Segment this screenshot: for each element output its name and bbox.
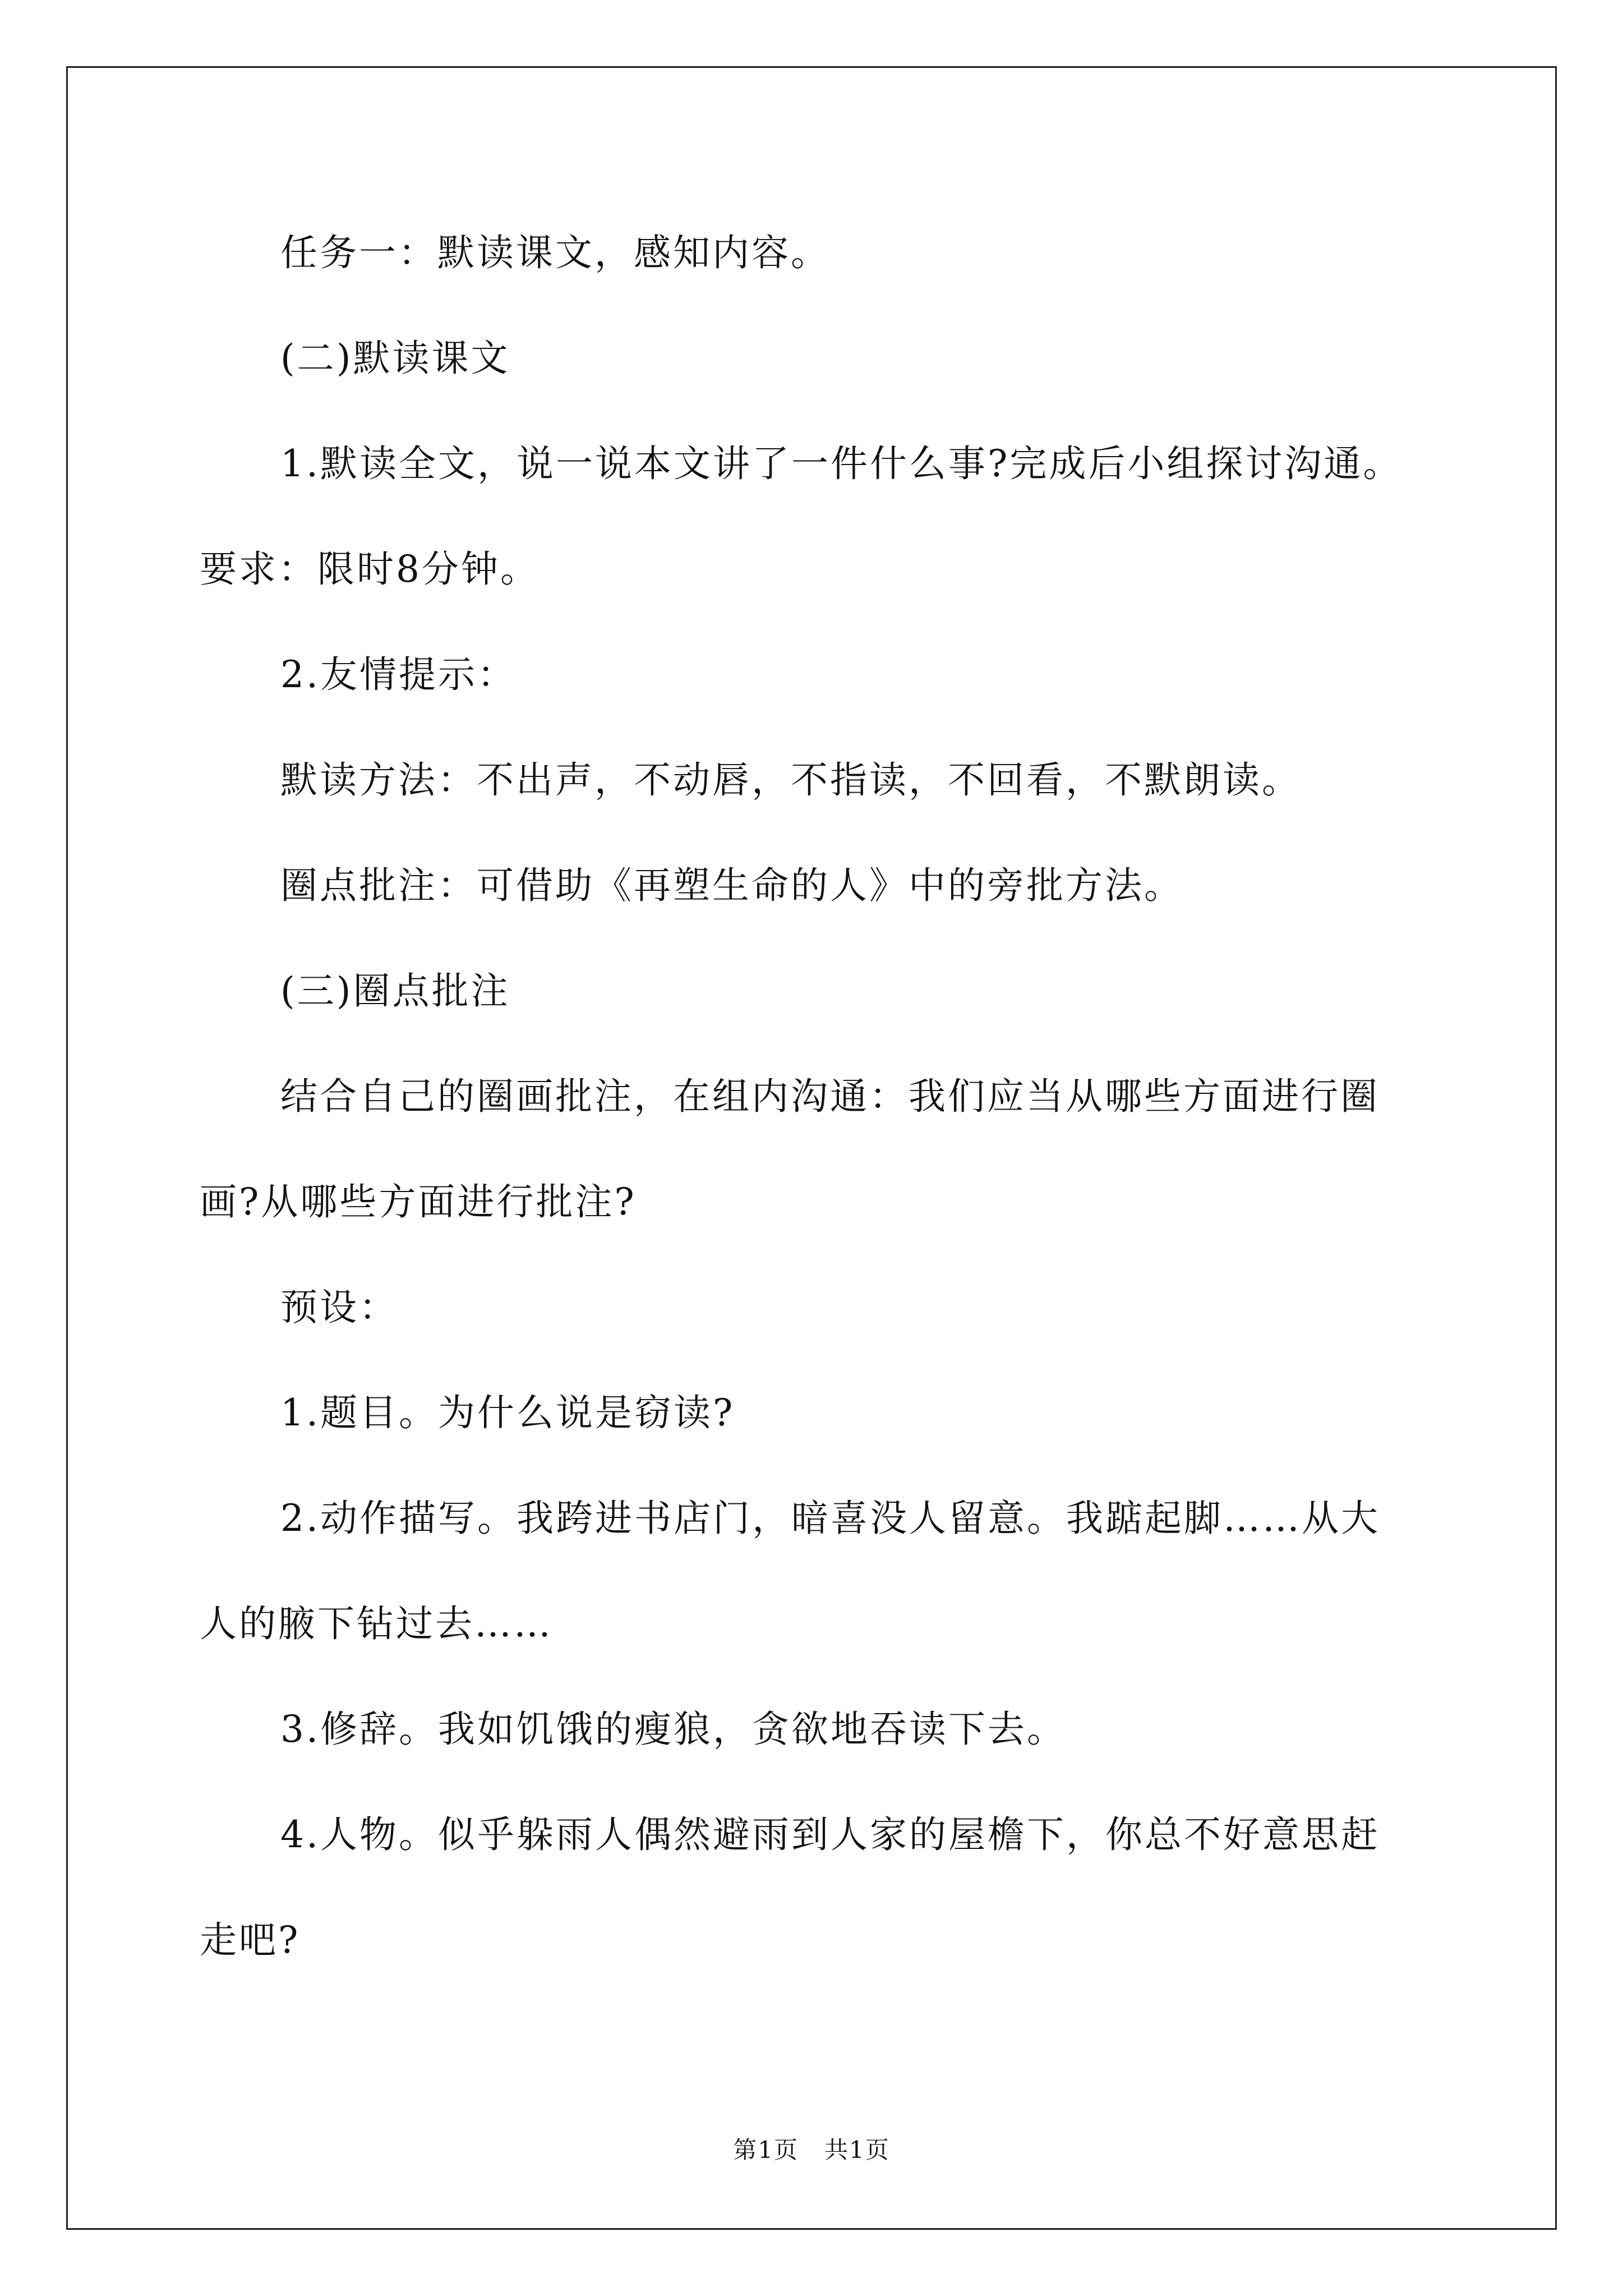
- paragraph-task-one: 任务一：默读课文，感知内容。: [280, 231, 830, 274]
- paragraph-item-1: 1.默读全文，说一说本文讲了一件什么事?完成后小组探讨沟通。: [280, 442, 1403, 485]
- paragraph-preset-2-continued: 人的腋下钻过去……: [200, 1602, 553, 1645]
- paragraph-reading-method: 默读方法：不出声，不动唇，不指读，不回看，不默朗读。: [280, 758, 1301, 802]
- paragraph-preset-4-continued: 走吧?: [200, 1918, 301, 1962]
- page-footer: 第1页 共1页: [733, 2136, 890, 2164]
- paragraph-annotation-tip: 圈点批注：可借助《再塑生命的人》中的旁批方法。: [280, 864, 1183, 907]
- paragraph-section-three-heading: (三)圈点批注: [280, 969, 510, 1013]
- page-border: [66, 66, 1557, 2230]
- paragraph-preset-2: 2.动作描写。我跨进书店门，暗喜没人留意。我踮起脚……从大: [280, 1497, 1380, 1540]
- paragraph-item-1-continued: 要求：限时8分钟。: [200, 547, 540, 591]
- paragraph-preset-4: 4.人物。似乎躲雨人偶然避雨到人家的屋檐下，你总不好意思赶: [280, 1813, 1380, 1856]
- paragraph-preset-1: 1.题目。为什么说是窃读?: [280, 1391, 735, 1434]
- paragraph-item-2: 2.友情提示：: [280, 653, 517, 696]
- paragraph-section-two-heading: (二)默读课文: [280, 337, 510, 380]
- paragraph-preset-3: 3.修辞。我如饥饿的瘦狼，贪欲地吞读下去。: [280, 1708, 1066, 1751]
- paragraph-preset-heading: 预设：: [280, 1286, 398, 1329]
- paragraph-group-discussion: 结合自己的圈画批注，在组内沟通：我们应当从哪些方面进行圈: [280, 1075, 1380, 1118]
- paragraph-group-discussion-continued: 画?从哪些方面进行批注?: [200, 1180, 637, 1223]
